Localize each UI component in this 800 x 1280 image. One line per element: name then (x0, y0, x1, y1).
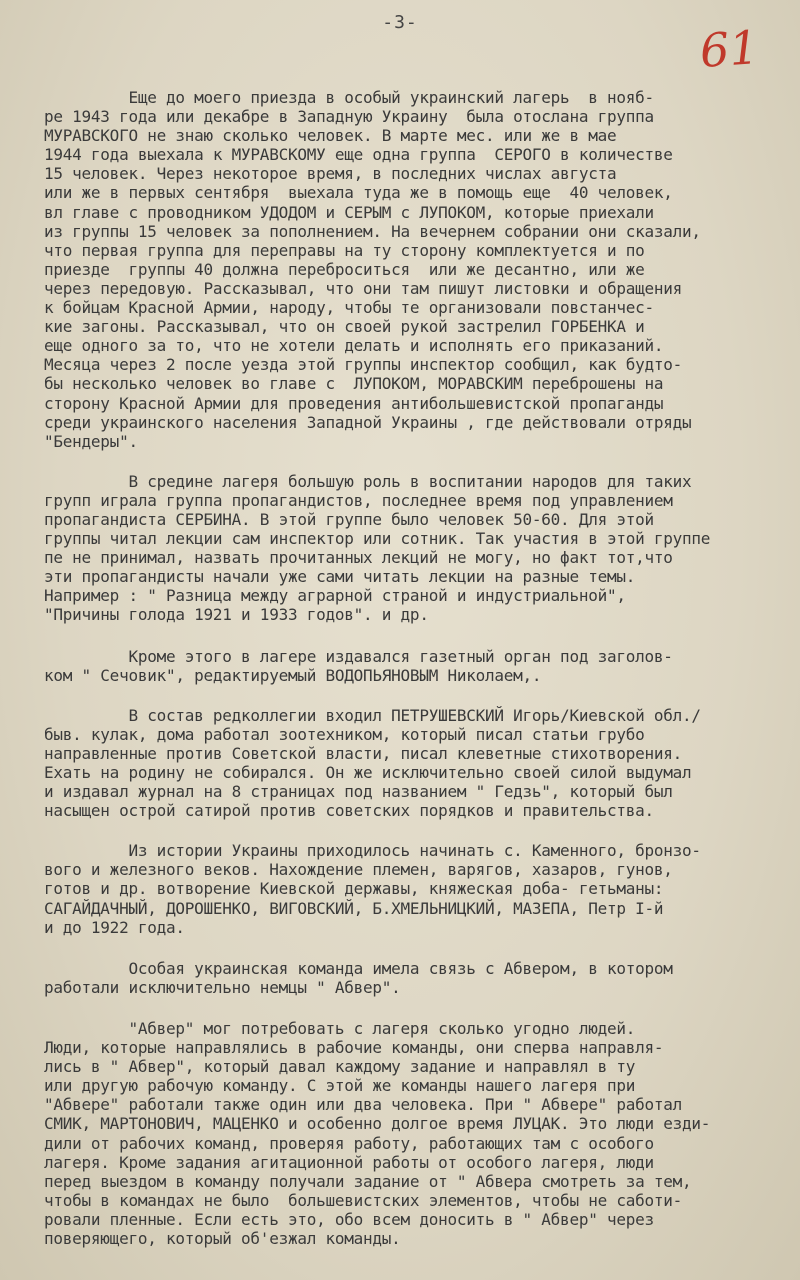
paragraph (44, 1019, 794, 1248)
text-line: В средине лагеря большую роль в воспитании народов для таких (44, 471, 692, 491)
text-line: ре 1943 года или декабре в Западную Украину была отослана группа (44, 107, 654, 127)
text-line: кие загоны. Рассказывал, что он своей рукой застрелил ГОРБЕНКА и (44, 317, 645, 337)
typewritten-body (44, 88, 794, 1270)
text-line: поверяющего, который об'езжал команды. (44, 1228, 401, 1248)
text-line: вого и железного веков. Нахождение племен, варягов, хазаров, гунов, (44, 860, 673, 880)
page-number: -3- (382, 12, 418, 33)
text-line: к бойцам Красной Армии, народу, чтобы те организовали повстанчес- (44, 298, 654, 318)
text-line: приезде группы 40 должна переброситься или же десантно, или же (44, 259, 645, 279)
text-line: или же в первых сентября выехала туда же в помощь еще 40 человек, (44, 183, 673, 203)
text-line: среди украинского населения Западной Украины , где действовали отряды (44, 412, 692, 432)
text-line: Особая украинская команда имела связь с Абвером, в котором (44, 958, 673, 978)
text-line: или другую рабочую команду. С этой же команды нашего лагеря при (44, 1076, 636, 1096)
paragraph (44, 841, 794, 936)
archive-folio-number: 61 (698, 20, 761, 78)
text-line: 15 человек. Через некоторое время, в последних числах августа (44, 164, 617, 184)
text-line: Месяца через 2 после уезда этой группы инспектор сообщил, как будто- (44, 355, 683, 375)
text-line: пропагандиста СЕРБИНА. В этой группе было человек 50-60. Для этой (44, 509, 654, 529)
text-line: еще одного за то, что не хотели делать и исполнять его приказаний. (44, 336, 664, 356)
text-line: готов и др. вотворение Киевской державы, княжеская доба- гетьманы: (44, 879, 664, 899)
text-line: Кроме этого в лагере издавался газетный орган под заголов- (44, 646, 673, 666)
text-line: быв. кулак, дома работал зоотехником, который писал статьи грубо (44, 724, 645, 744)
text-line: вл главе с проводником УДОДОМ и СЕРЫМ с ЛУПОКОМ, которые приехали (44, 202, 654, 222)
text-line: Ехать на родину не собирался. Он же исключительно своей силой выдумал (44, 763, 692, 782)
text-line: эти пропагандисты начали уже сами читать лекции на разные темы. (44, 567, 636, 587)
text-line: лагеря. Кроме задания агитационной работы от особого лагеря, люди (44, 1152, 654, 1172)
text-line: "Бендеры". (44, 431, 138, 451)
text-line: пе не принимал, назвать прочитанных лекций не могу, но факт тот,что (44, 548, 673, 568)
text-line: "Причины голода 1921 и 1933 годов". и др. (44, 605, 429, 625)
text-line: работали исключительно немцы " Абвер". (44, 977, 401, 997)
text-line: перед выездом в команду получали задание от " Абвера смотреть за тем, (44, 1171, 692, 1191)
text-line: Люди, которые направлялись в рабочие команды, они сперва направля- (44, 1038, 664, 1058)
text-line: насыщен острой сатирой против советских порядков и правительства. (44, 801, 654, 821)
paragraph (44, 706, 794, 821)
paragraph (44, 88, 794, 451)
text-line: дили от рабочих команд, проверяя работу, работающих там с особого (44, 1133, 654, 1153)
text-line: бы несколько человек во главе с ЛУПОКОМ, МОРАВСКИМ переброшены на (44, 374, 664, 394)
paragraph (44, 472, 794, 625)
text-line: Еще до моего приезда в особый украинский лагерь в нояб- (44, 88, 654, 107)
paragraph (44, 647, 794, 685)
text-line: Например : " Разница между аграрной страной и индустриальной", (44, 586, 626, 606)
text-line: лись в " Абвер", который давал каждому задание и направлял в ту (44, 1057, 636, 1077)
paragraph (44, 959, 794, 997)
text-line: направленные против Советской власти, писал клеветные стихотворения. (44, 743, 683, 763)
text-line: из группы 15 человек за пополнением. На вечернем собрании они сказали, (44, 221, 701, 241)
text-line: В состав редколлегии входил ПЕТРУШЕВСКИЙ Игорь/Киевской обл./ (44, 705, 701, 725)
text-line: САГАЙДАЧНЫЙ, ДОРОШЕНКО, ВИГОВСКИЙ, Б.ХМЕЛЬНИЦКИЙ, МАЗЕПА, Петр I-й (44, 898, 664, 918)
text-line: и издавал журнал на 8 страницах под названием " Гедзь", который был (44, 782, 673, 802)
text-line: что первая группа для переправы на ту сторону комплектуется и по (44, 240, 645, 260)
text-line: Из истории Украины приходилось начинать с. Каменного, бронзо- (44, 841, 701, 861)
text-line: ком " Сечовик", редактируемый ВОДОПЬЯНОВЫМ Николаем,. (44, 665, 542, 685)
text-line: ровали пленные. Если есть это, обо всем доносить в " Абвер" через (44, 1209, 654, 1229)
text-line: сторону Красной Армии для проведения антибольшевистской пропаганды (44, 393, 664, 413)
text-line: группы читал лекции сам инспектор или сотник. Так участия в этой группе (44, 529, 711, 549)
text-line: чтобы в командах не было большевистских элементов, чтобы не саботи- (44, 1190, 683, 1210)
text-line: 1944 года выехала к МУРАВСКОМУ еще одна группа СЕРОГО в количестве (44, 145, 673, 165)
text-line: и до 1922 года. (44, 917, 185, 937)
text-line: "Абвер" мог потребовать с лагеря сколько угодно людей. (44, 1018, 636, 1038)
text-line: через передовую. Рассказывал, что они там пишут листовки и обращения (44, 278, 683, 298)
text-line: групп играла группа пропагандистов, последнее время под управлением (44, 490, 673, 510)
text-line: "Абвере" работали также один или два человека. При " Абвере" работал (44, 1095, 683, 1115)
text-line: СМИК, МАРТОНОВИЧ, МАЦЕНКО и особенно долгое время ЛУЦАК. Это люди езди- (44, 1114, 711, 1134)
text-line: МУРАВСКОГО не знаю сколько человек. В марте мес. или же в мае (44, 126, 617, 146)
